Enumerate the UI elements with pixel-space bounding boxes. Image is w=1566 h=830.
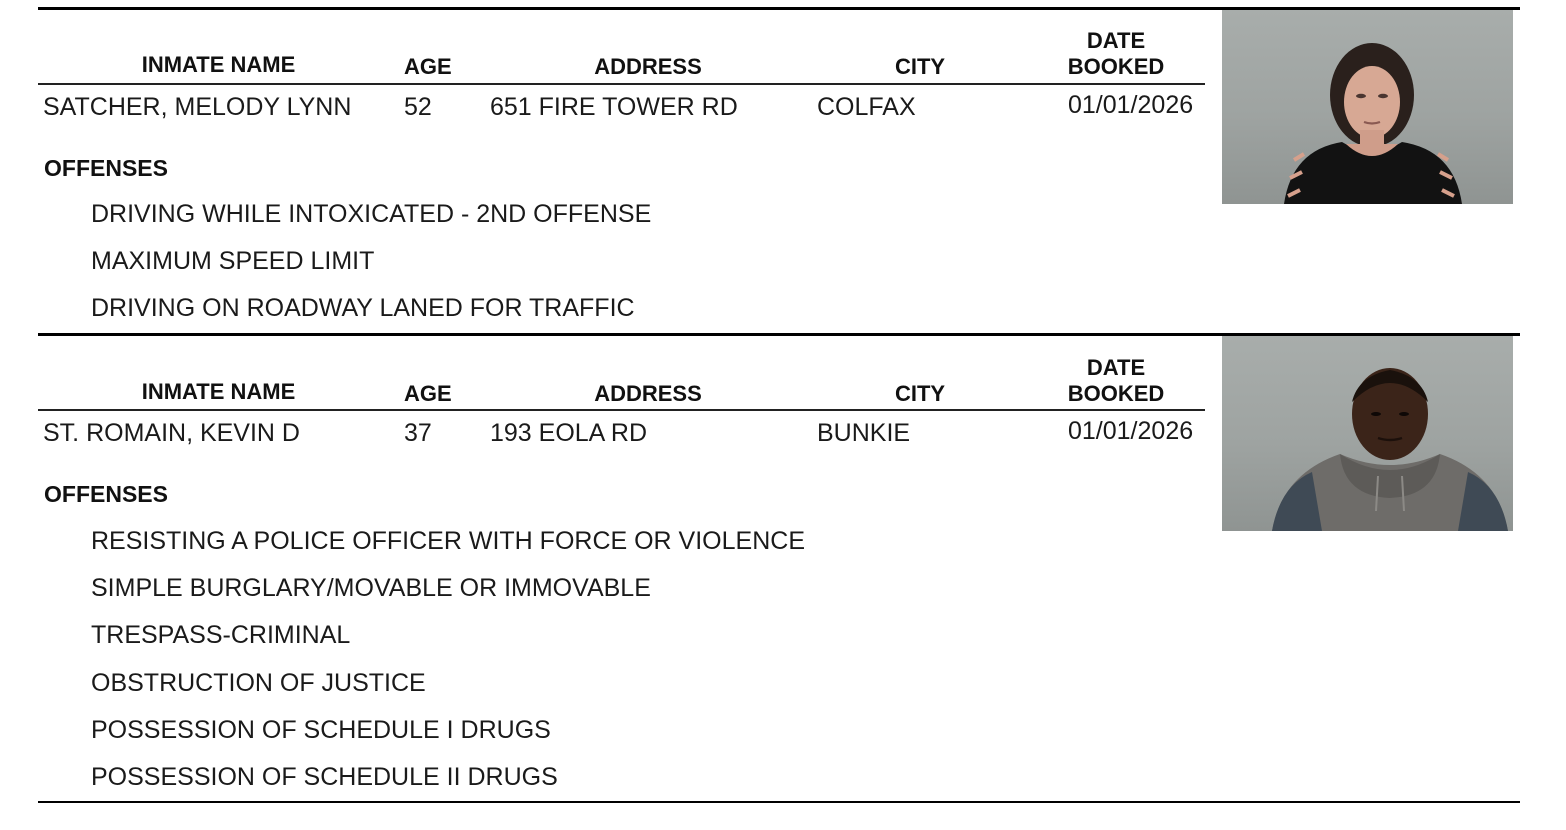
header-age: AGE xyxy=(404,381,452,406)
header-underline xyxy=(38,409,1205,411)
offense-item: MAXIMUM SPEED LIMIT xyxy=(91,247,375,275)
offense-item: TRESPASS-CRIMINAL xyxy=(91,621,351,649)
offenses-label: OFFENSES xyxy=(44,155,168,181)
header-inmate-name: INMATE NAME xyxy=(141,379,296,404)
inmate-age: 37 xyxy=(404,419,432,447)
offense-item: RESISTING A POLICE OFFICER WITH FORCE OR VIOLENCE xyxy=(91,527,805,555)
inmate-address: 651 FIRE TOWER RD xyxy=(490,93,738,121)
date-booked: 01/01/2026 xyxy=(1068,417,1194,445)
header-booked: BOOKED xyxy=(1067,381,1165,406)
inmate-name: SATCHER, MELODY LYNN xyxy=(43,93,352,121)
header-date: DATE xyxy=(1086,28,1146,53)
bottom-divider xyxy=(38,801,1520,803)
offenses-label: OFFENSES xyxy=(44,481,168,507)
offense-item: POSSESSION OF SCHEDULE I DRUGS xyxy=(91,716,551,744)
offense-item: DRIVING ON ROADWAY LANED FOR TRAFFIC xyxy=(91,294,635,322)
header-age: AGE xyxy=(404,54,452,79)
mugshot-photo xyxy=(1222,336,1513,531)
offense-item: SIMPLE BURGLARY/MOVABLE OR IMMOVABLE xyxy=(91,574,651,602)
inmate-city: BUNKIE xyxy=(817,419,911,447)
inmate-address: 193 EOLA RD xyxy=(490,419,648,447)
header-date: DATE xyxy=(1086,355,1146,380)
offense-item: POSSESSION OF SCHEDULE II DRUGS xyxy=(91,763,558,791)
offense-item: OBSTRUCTION OF JUSTICE xyxy=(91,669,426,697)
header-city: CITY xyxy=(894,54,946,79)
header-address: ADDRESS xyxy=(594,54,702,79)
header-underline xyxy=(38,83,1205,85)
header-booked: BOOKED xyxy=(1067,54,1165,79)
inmate-age: 52 xyxy=(404,93,432,121)
header-address: ADDRESS xyxy=(594,381,702,406)
header-inmate-name: INMATE NAME xyxy=(141,52,296,77)
offense-item: DRIVING WHILE INTOXICATED - 2ND OFFENSE xyxy=(91,200,652,228)
date-booked: 01/01/2026 xyxy=(1068,91,1194,119)
header-city: CITY xyxy=(894,381,946,406)
inmate-name: ST. ROMAIN, KEVIN D xyxy=(43,419,300,447)
inmate-city: COLFAX xyxy=(817,93,916,121)
mugshot-photo xyxy=(1222,10,1513,204)
